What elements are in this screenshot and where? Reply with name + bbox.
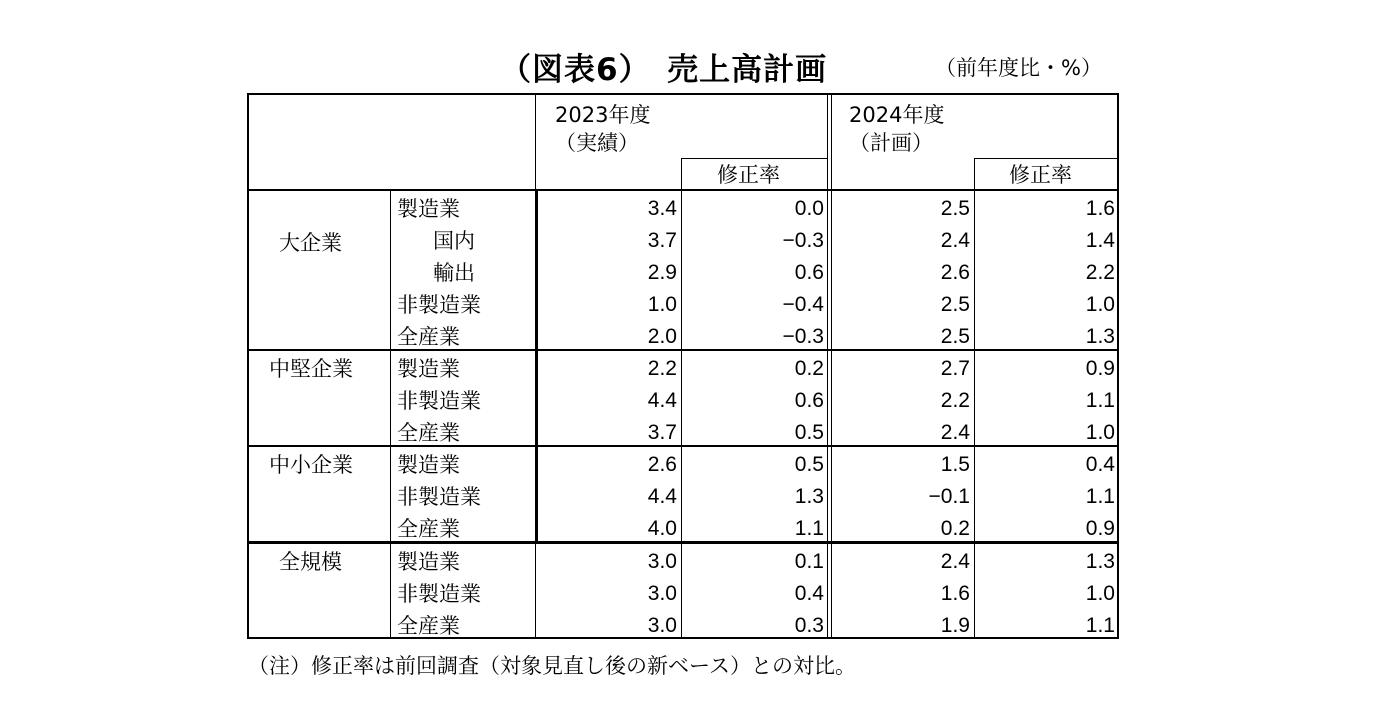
rev-2023-left-line — [681, 158, 682, 637]
value-2023: 3.4 — [647, 197, 677, 220]
value-2024: 2.5 — [940, 197, 970, 220]
revision-2024: 1.1 — [1085, 614, 1115, 637]
value-2024: 2.5 — [940, 325, 970, 348]
value-2023: 2.0 — [647, 325, 677, 348]
revision-2023: −0.3 — [782, 229, 824, 252]
revision-2023: 0.4 — [794, 582, 824, 605]
value-2023: 3.0 — [647, 582, 677, 605]
value-2024: 2.7 — [940, 357, 970, 380]
revision-header-line-2024 — [975, 158, 1117, 159]
value-2024: 2.5 — [940, 293, 970, 316]
header-2024-year: 2024年度 — [849, 103, 945, 127]
header-2024-revision: 修正率 — [1009, 163, 1072, 187]
revision-2024: 1.3 — [1085, 550, 1115, 573]
footnote: （注）修正率は前回調査（対象見直し後の新ベース）との対比。 — [248, 654, 856, 678]
row-label: 全産業 — [397, 325, 460, 349]
revision-2024: 1.0 — [1085, 582, 1115, 605]
group-divider-2 — [249, 445, 1117, 447]
group-divider-3 — [249, 541, 1117, 544]
unit-label: （前年度比・%） — [935, 56, 1102, 80]
value-2024: 1.6 — [940, 582, 970, 605]
value-2023: 4.4 — [647, 485, 677, 508]
revision-2023: −0.3 — [782, 325, 824, 348]
revision-2024: 1.4 — [1085, 229, 1115, 252]
value-2023: 3.0 — [647, 614, 677, 637]
value-2024: 2.4 — [940, 550, 970, 573]
revision-2024: 1.0 — [1085, 293, 1115, 316]
revision-2024: 1.0 — [1085, 421, 1115, 444]
group-divider-1 — [249, 349, 1117, 351]
row-label: 非製造業 — [397, 582, 481, 606]
revision-2023: 0.5 — [794, 453, 824, 476]
header-2024-sub: （計画） — [849, 131, 933, 155]
revision-2024: 0.4 — [1085, 453, 1115, 476]
row-label: 製造業 — [397, 357, 460, 381]
value-2024: 2.4 — [940, 229, 970, 252]
value-2023: 3.0 — [647, 550, 677, 573]
row-label: 全産業 — [397, 517, 460, 541]
revision-2023: 1.3 — [794, 485, 824, 508]
revision-2024: 0.9 — [1085, 357, 1115, 380]
group-label-all: 全規模 — [279, 550, 342, 574]
row-label: 製造業 — [397, 550, 460, 574]
value-2024: −0.1 — [928, 485, 970, 508]
header-2023-sub: （実績） — [555, 131, 639, 155]
row-label: 製造業 — [397, 453, 460, 477]
col-2023-left-line-bold — [535, 191, 538, 541]
value-2023: 2.2 — [647, 357, 677, 380]
revision-2023: 0.3 — [794, 614, 824, 637]
header-2023-revision: 修正率 — [717, 163, 780, 187]
value-2023: 4.4 — [647, 389, 677, 412]
sales-plan-table — [247, 93, 1119, 639]
revision-2024: 1.1 — [1085, 485, 1115, 508]
row-label: 全産業 — [397, 614, 460, 638]
rev-2024-left-line — [974, 158, 975, 637]
header-bottom-line — [249, 189, 1117, 191]
value-2023: 3.7 — [647, 229, 677, 252]
revision-2024: 0.9 — [1085, 517, 1115, 540]
row-label: 製造業 — [397, 197, 460, 221]
header-2023-year: 2023年度 — [555, 103, 651, 127]
row-label: 国内 — [433, 229, 475, 253]
revision-2024: 2.2 — [1085, 261, 1115, 284]
group-label-midsize: 中堅企業 — [269, 357, 353, 381]
value-2023: 2.6 — [647, 453, 677, 476]
row-label: 非製造業 — [397, 389, 481, 413]
row-label: 非製造業 — [397, 293, 481, 317]
revision-2023: −0.4 — [782, 293, 824, 316]
revision-2024: 1.1 — [1085, 389, 1115, 412]
row-label: 全産業 — [397, 421, 460, 445]
revision-2023: 0.6 — [794, 389, 824, 412]
revision-2023: 1.1 — [794, 517, 824, 540]
revision-2023: 0.1 — [794, 550, 824, 573]
value-2024: 0.2 — [940, 517, 970, 540]
page-title: （図表6） 売上高計画 — [500, 52, 828, 88]
value-2023: 1.0 — [647, 293, 677, 316]
value-2024: 2.4 — [940, 421, 970, 444]
revision-2023: 0.2 — [794, 357, 824, 380]
value-2024: 2.2 — [940, 389, 970, 412]
group-label-small: 中小企業 — [269, 453, 353, 477]
revision-2024: 1.6 — [1085, 197, 1115, 220]
revision-2023: 0.0 — [794, 197, 824, 220]
revision-2024: 1.3 — [1085, 325, 1115, 348]
col-2024-left-line-2 — [831, 95, 832, 637]
value-2023: 4.0 — [647, 517, 677, 540]
value-2024: 1.9 — [940, 614, 970, 637]
value-2023: 3.7 — [647, 421, 677, 444]
value-2024: 1.5 — [940, 453, 970, 476]
value-2024: 2.6 — [940, 261, 970, 284]
col-2024-left-line — [827, 95, 828, 637]
row-label: 輸出 — [433, 261, 475, 285]
value-2023: 2.9 — [647, 261, 677, 284]
revision-header-line-2023 — [682, 158, 828, 159]
revision-2023: 0.5 — [794, 421, 824, 444]
row-label: 非製造業 — [397, 485, 481, 509]
group-label-large: 大企業 — [279, 231, 342, 255]
revision-2023: 0.6 — [794, 261, 824, 284]
label-col-line — [390, 189, 391, 637]
